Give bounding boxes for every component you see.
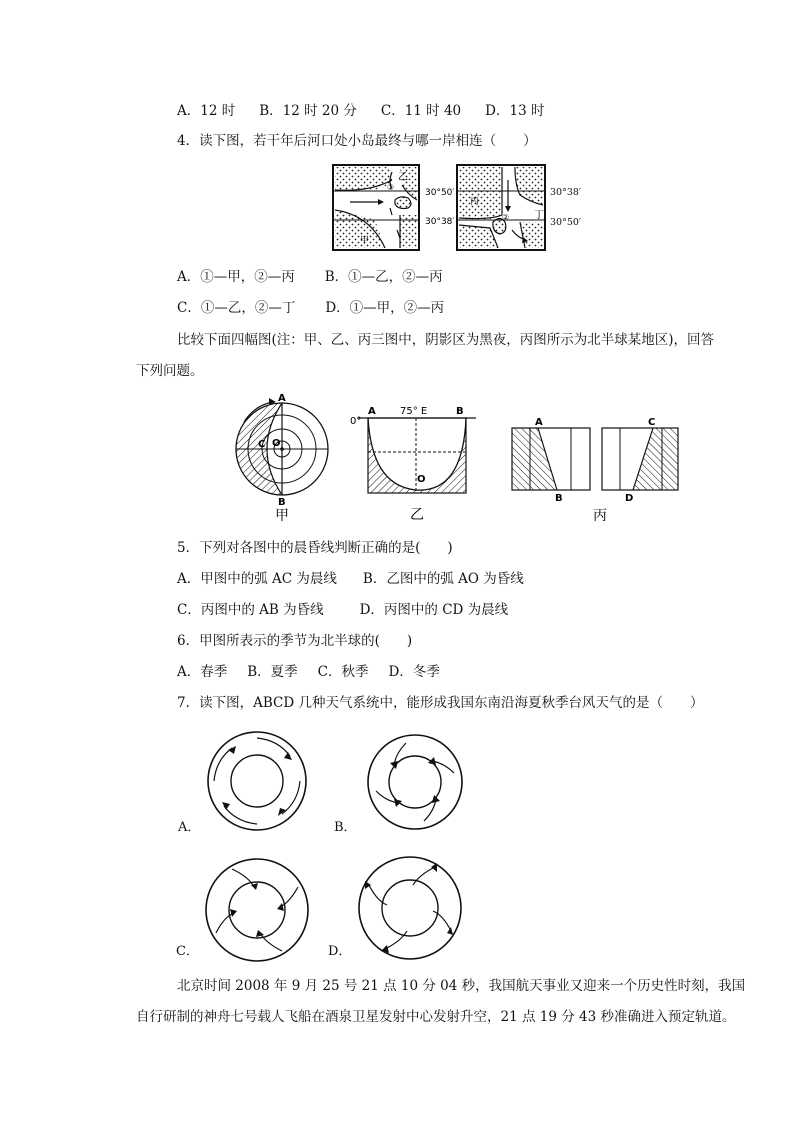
q5-option-a: A．甲图中的弧 AC 为晨线 [177, 571, 337, 587]
map-right-label-bing: 丙 [470, 197, 480, 207]
q5-options-row2 [177, 601, 508, 619]
q6-options [177, 663, 440, 681]
q4-options-row1 [177, 268, 443, 286]
q3-options [177, 102, 544, 120]
jia-label-o: O [272, 438, 281, 449]
yi-caption: 乙 [410, 507, 424, 523]
bing-label-b: B [555, 493, 563, 504]
figure-bing [505, 412, 690, 524]
q4-option-a: A．①—甲，②—丙 [177, 269, 295, 285]
map-left-circle-mark: ① [387, 183, 395, 192]
q5-stem: 5．下列对各图中的晨昏线判断正确的是( ) [177, 540, 453, 556]
map-left-label-jia: 甲 [360, 236, 370, 246]
weather-system-c [204, 857, 310, 963]
bing-label-a: A [535, 417, 543, 428]
q7-label-b: B． [334, 820, 357, 835]
q3-option-c: C．11 时 40 [380, 103, 462, 119]
jia-label-a: A [278, 393, 286, 404]
river-map-left [333, 165, 419, 250]
map-right-label-ding: 丁 [534, 210, 544, 221]
jia-caption: 甲 [275, 508, 289, 524]
map-left-lat-bottom: 30°38′ [425, 217, 455, 227]
yi-label-b: B [456, 406, 464, 417]
q4-stem: 4．读下图，若干年后河口处小岛最终与哪一岸相连（ ） [177, 133, 537, 149]
intro-line2: 下列问题。 [136, 363, 204, 379]
passage-line2: 自行研制的神舟七号载人飞船在酒泉卫星发射中心发射升空，21 点 19 分 43 秒准确进入预定轨道。 [136, 1009, 736, 1025]
jia-label-c: C [258, 439, 266, 450]
weather-system-d [357, 855, 463, 961]
q6-option-c: C．秋季 [317, 664, 369, 680]
q6-option-b: B．夏季 [247, 664, 298, 680]
yi-label-o: O [417, 474, 426, 485]
q4-option-b: B．①—乙，②—丙 [324, 269, 443, 285]
map-right-lat-bottom-label: 30°50′ [550, 217, 582, 228]
bing-label-d: D [625, 493, 634, 504]
q4-river-map-figure [330, 160, 550, 255]
jia-label-b: B [278, 497, 286, 508]
q3-option-d: D．13 时 [485, 103, 545, 119]
bing-label-c: C [648, 417, 656, 428]
q4-option-c: C．①—乙，②—丁 [177, 300, 296, 316]
q7-stem: 7．读下图，ABCD 几种天气系统中，能形成我国东南沿海夏秋季台风天气的是（ ） [177, 695, 704, 711]
yi-label-meridian: 75° E [400, 406, 428, 417]
map-left-label-yi: 乙 [398, 172, 408, 183]
q6-stem: 6．甲图所表示的季节为北半球的( ) [177, 633, 413, 649]
passage-line1: 北京时间 2008 年 9 月 25 号 21 点 10 分 04 秒，我国航天事业又迎来一个历史性时刻，我国 [177, 978, 746, 994]
river-map-right [457, 165, 545, 250]
q7-label-a: A． [178, 820, 201, 835]
q4-options-row2 [177, 299, 444, 317]
q6-option-a: A．春季 [177, 664, 228, 680]
q6-option-d: D．冬季 [388, 664, 440, 680]
q4-option-d: D．①—甲，②—丙 [325, 300, 445, 316]
map-right-circle-mark: ② [502, 213, 510, 222]
q7-label-d: D． [328, 944, 352, 959]
q3-option-a: A．12 时 [177, 103, 236, 119]
q5-options-row1 [177, 570, 524, 588]
q3-option-b: B．12 时 20 分 [259, 103, 357, 119]
map-left-lat-top: 30°50′ [425, 188, 455, 198]
bing-caption: 丙 [593, 508, 607, 524]
q7-label-c: C． [176, 944, 199, 959]
figure-jia [232, 392, 332, 524]
figure-yi [348, 402, 478, 526]
yi-label-zero: 0° [350, 416, 362, 427]
weather-system-a [206, 730, 308, 832]
yi-label-a: A [368, 406, 376, 417]
map-right-lat-top-label: 30°38′ [550, 187, 582, 198]
q5-option-b: B．乙图中的弧 AO 为昏线 [362, 571, 524, 587]
intro-line1: 比较下面四幅图(注：甲、乙、丙三图中，阴影区为黑夜，丙图所示为北半球某地区)，回答 [177, 332, 715, 348]
weather-system-b [366, 733, 464, 831]
q5-option-c: C．丙图中的 AB 为昏线 [177, 602, 324, 618]
q5-option-d: D．丙图中的 CD 为晨线 [359, 602, 509, 618]
